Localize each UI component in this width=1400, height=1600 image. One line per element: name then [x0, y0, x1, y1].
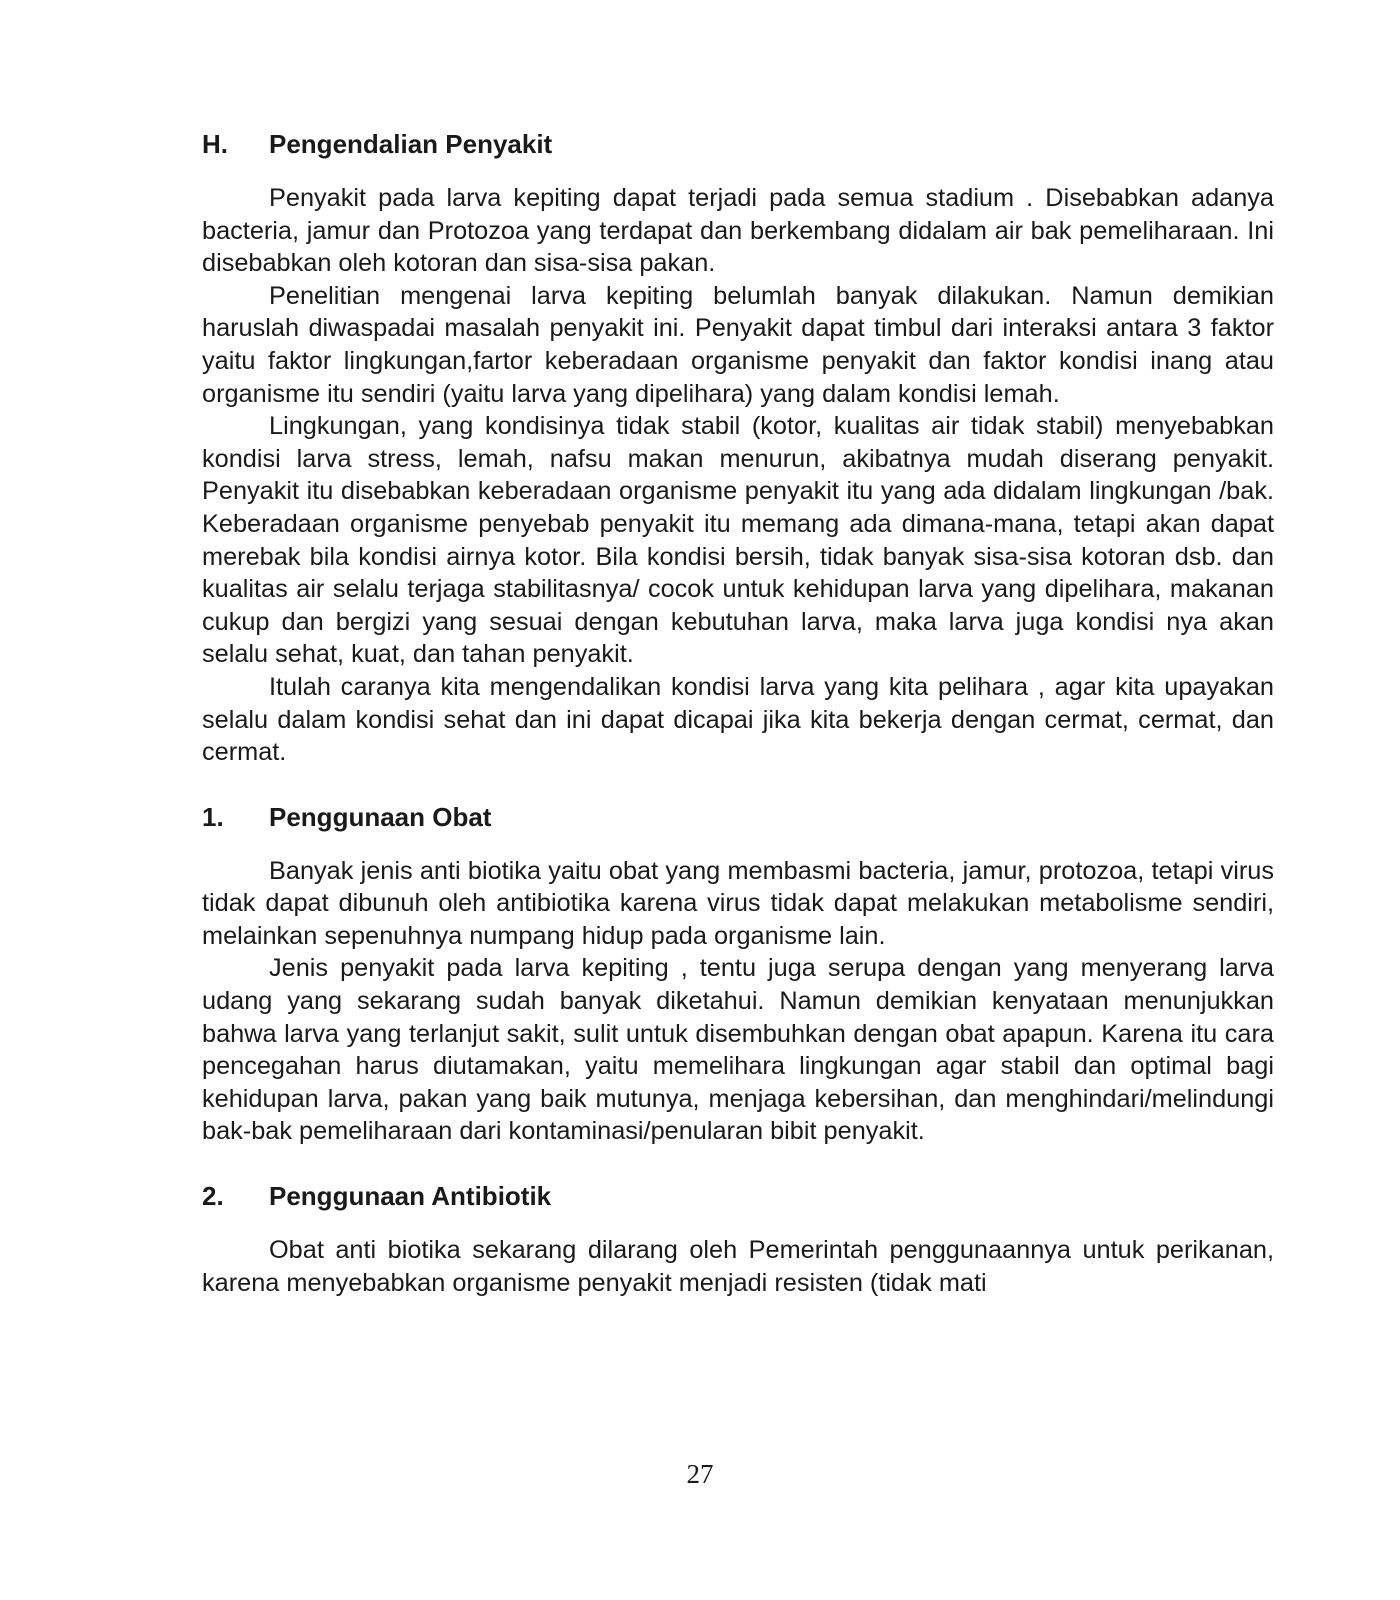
document-page: [202, 128, 1274, 1299]
section-title: Penggunaan Antibiotik: [269, 1181, 552, 1212]
paragraph: Itulah caranya kita mengendalikan kondisi larva yang kita pelihara , agar kita upayakan selalu dalam kondisi sehat dan ini dapat dicapai jika kita bekerja dengan cermat, cermat, dan cermat.: [202, 672, 1274, 767]
paragraph: Penelitian mengenai larva kepiting belumlah banyak dilakukan. Namun demikian haruslah diwaspadai masalah penyakit ini. Penyakit dapat timbul dari interaksi antara 3 faktor yaitu faktor lingkungan,fartor keberadaan organisme penyakit dan faktor kondisi inang atau organisme itu sendiri (yaitu larva yang dipelihara) yang dalam kondisi lemah.: [202, 281, 1274, 408]
section-number: H.: [202, 129, 228, 159]
paragraph: Banyak jenis anti biotika yaitu obat yang membasmi bacteria, jamur, protozoa, tetapi virus tidak dapat dibunuh oleh antibiotika karena virus tidak dapat melakukan metabolisme sendiri, melainkan sepenuhnya numpang hidup pada organisme lain.: [202, 856, 1274, 950]
page-number: 27: [686, 1459, 714, 1489]
section-heading-h: [202, 128, 1274, 160]
section-number: 1.: [202, 801, 224, 832]
section-heading-2: [202, 1180, 1274, 1212]
section-heading-1: [202, 801, 1274, 833]
section-number: 2.: [202, 1181, 224, 1212]
section-title: Penggunaan Obat: [269, 801, 492, 832]
section-title: Pengendalian Penyakit: [269, 129, 553, 159]
paragraph: Obat anti biotika sekarang dilarang oleh Pemerintah penggunaannya untuk perikanan, karena menyebabkan organisme penyakit menjadi resisten (tidak mati: [202, 1236, 1274, 1297]
paragraph: Lingkungan, yang kondisinya tidak stabil (kotor, kualitas air tidak stabil) menyebabkan kondisi larva stress, lemah, nafsu makan menurun, akibatnya mudah diserang penyakit. Penyakit itu disebabkan keberadaan organisme penyakit itu yang ada didalam lingkungan /bak. Keberadaan organisme penyebab penyakit itu memang ada dimana-mana, tetapi akan dapat merebak bila kondisi airnya kotor. Bila kondisi bersih, tidak banyak sisa-sisa kotoran dsb. dan kualitas air selalu terjaga stabilitasnya/ cocok untuk kehidupan larva yang dipelihara, makanan cukup dan bergizi yang sesuai dengan kebutuhan larva, maka larva juga kondisi nya akan selalu sehat, kuat, dan tahan penyakit.: [202, 412, 1274, 669]
paragraph: Jenis penyakit pada larva kepiting , tentu juga serupa dengan yang menyerang larva udang yang sekarang sudah banyak diketahui. Namun demikian kenyataan menunjukkan bahwa larva yang terlanjut sakit, sulit untuk disembuhkan dengan obat apapun. Karena itu cara pencegahan harus diutamakan, yaitu memelihara lingkungan agar stabil dan optimal bagi kehidupan larva, pakan yang baik mutunya, menjaga kebersihan, dan menghindari/melindungi bak-bak pemeliharaan dari kontaminasi/penularan bibit penyakit.: [202, 954, 1274, 1146]
paragraph: Penyakit pada larva kepiting dapat terjadi pada semua stadium . Disebabkan adanya bacteria, jamur dan Protozoa yang terdapat dan berkembang didalam air bak pemeliharaan. Ini disebabkan oleh kotoran dan sisa-sisa pakan.: [202, 184, 1274, 278]
